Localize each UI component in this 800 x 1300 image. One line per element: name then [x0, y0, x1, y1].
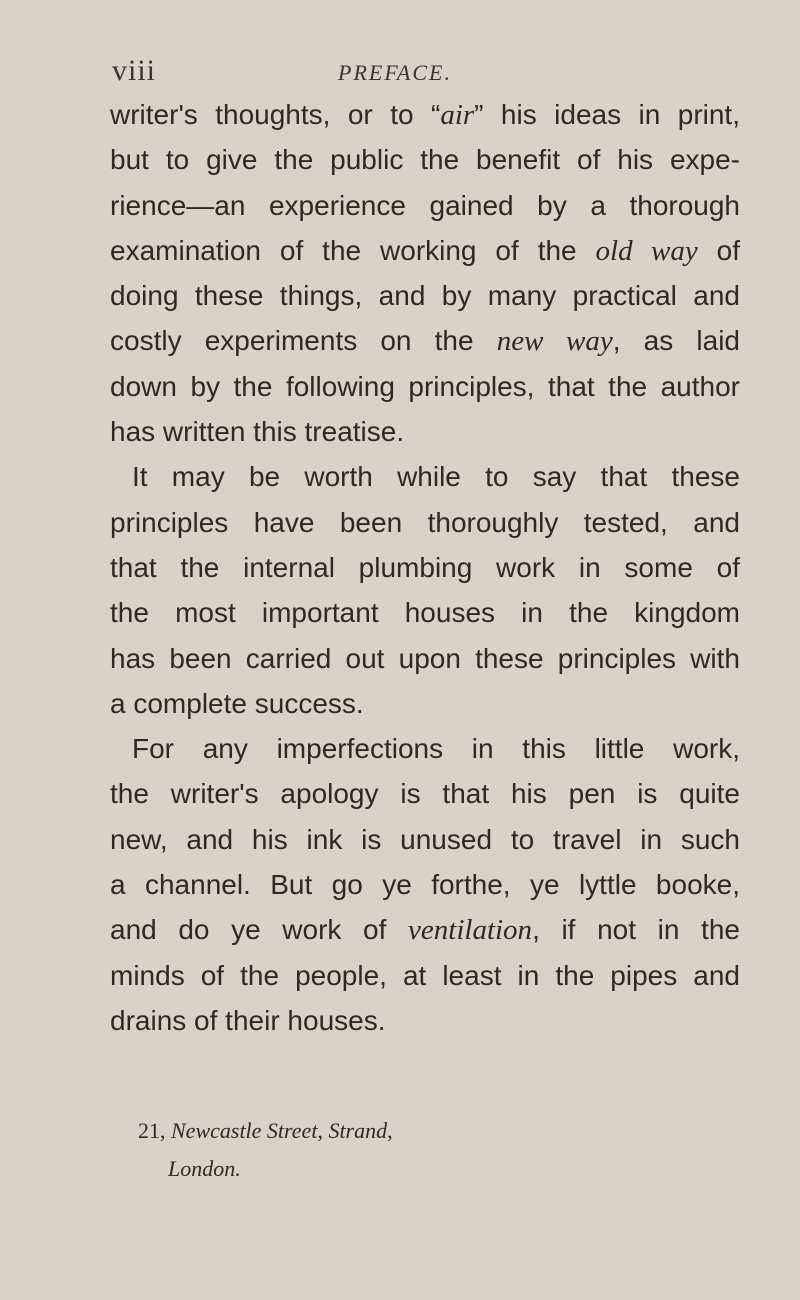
text-line: [110, 500, 740, 545]
text-segment: costly experiments on the: [110, 325, 497, 357]
text-line: [110, 862, 740, 907]
text-segment: a complete success.: [110, 687, 364, 719]
text-line: [110, 183, 740, 228]
text-line: [110, 364, 740, 409]
text-line: [110, 681, 740, 726]
text-line: [110, 454, 740, 499]
running-head: PREFACE.: [338, 60, 452, 85]
text-segment: writer's thoughts, or to “: [110, 99, 441, 130]
address-line-1: [138, 1112, 393, 1150]
text-segment: , as laid: [612, 325, 740, 357]
text-line: [110, 817, 740, 862]
italic-text: ventilation: [408, 914, 533, 947]
text-segment: drains of their houses.: [110, 1004, 386, 1036]
text-line: [110, 273, 740, 318]
text-segment: down by the following principles, that the author: [110, 370, 740, 402]
text-segment: rience—an experience gained by a thorough: [110, 189, 740, 221]
text-segment: For any imperfections in this little work,: [132, 733, 740, 765]
text-line: [110, 998, 740, 1043]
text-segment: and do ye work of: [110, 914, 409, 946]
text-line: [110, 636, 740, 681]
text-segment: examination of the working of the: [110, 234, 596, 266]
page-header: [0, 48, 800, 88]
text-line: [110, 318, 740, 363]
text-line: [110, 771, 740, 816]
text-segment: of: [697, 234, 740, 266]
text-segment: the most important houses in the kingdom: [110, 597, 740, 629]
text-line: [110, 228, 740, 273]
text-segment: has been carried out upon these principles with: [110, 642, 740, 674]
text-segment: new, and his ink is unused to travel in such: [110, 823, 740, 855]
address-sep: ,: [317, 1118, 329, 1143]
text-segment: a channel. But go ye forthe, ye lyttle booke,: [110, 869, 740, 901]
text-line: [110, 907, 740, 952]
address-area: Strand: [328, 1118, 388, 1143]
text-segment: that the internal plumbing work in some of: [110, 551, 740, 583]
text-line: [110, 545, 740, 590]
text-segment: the writer's apology is that his pen is quite: [110, 778, 740, 810]
italic-text: old way: [595, 234, 698, 267]
address-city: London.: [168, 1156, 241, 1181]
text-line: [110, 726, 740, 771]
text-line: [110, 409, 740, 454]
italic-text: air: [440, 99, 475, 131]
preface-body: [110, 92, 740, 1043]
address-sep2: ,: [387, 1118, 393, 1143]
text-segment: principles have been thoroughly tested, and: [110, 506, 740, 538]
address-block: [138, 1112, 393, 1188]
text-line: [110, 92, 740, 137]
text-segment: but to give the public the benefit of his expe-: [110, 144, 740, 176]
text-segment: ” his ideas in print,: [474, 99, 740, 130]
italic-text: new way: [496, 325, 613, 358]
text-segment: minds of the people, at least in the pipes and: [110, 959, 740, 991]
text-segment: has written this treatise.: [110, 416, 405, 448]
text-segment: doing these things, and by many practical and: [110, 280, 740, 312]
address-number: 21,: [138, 1118, 171, 1143]
text-line: [110, 590, 740, 635]
text-line: [110, 953, 740, 998]
text-segment: , if not in the: [532, 914, 740, 946]
address-street: Newcastle Street: [171, 1118, 318, 1143]
text-line: [110, 137, 740, 182]
text-segment: It may be worth while to say that these: [132, 461, 740, 493]
page-number: viii: [112, 54, 157, 87]
